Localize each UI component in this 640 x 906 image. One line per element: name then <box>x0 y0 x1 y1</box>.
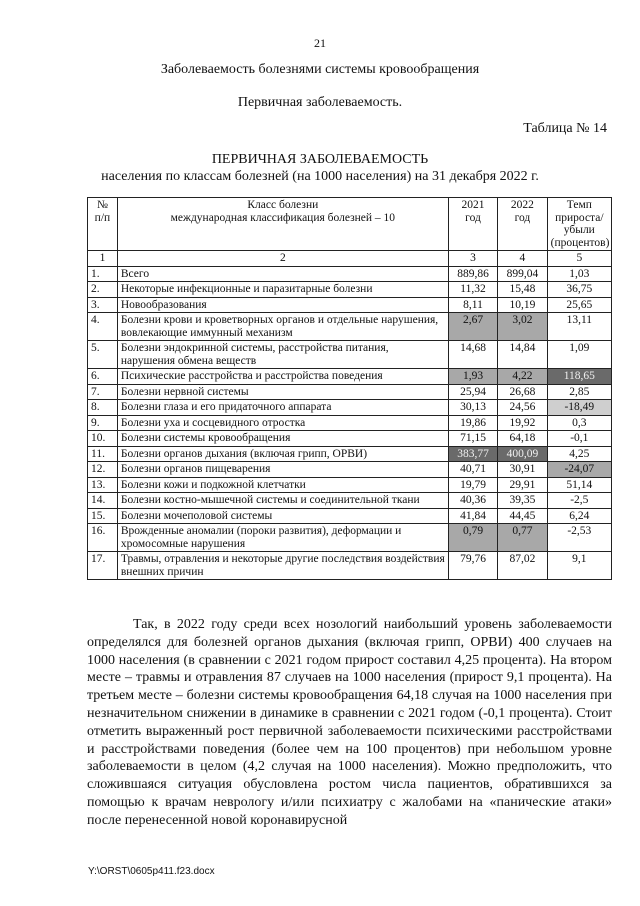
table-row: 9. Болезни уха и сосцевидного отростка 19,86 19,92 0,3 <box>88 415 612 431</box>
file-path-footer: Y:\ORST\0605p411.f23.docx <box>88 866 215 877</box>
table-row: 6. Психические расстройства и расстройства поведения 1,93 4,22 118,65 <box>88 369 612 385</box>
morbidity-table <box>87 197 612 580</box>
table-row: 8. Болезни глаза и его придаточного аппарата 30,13 24,56 -18,49 <box>88 400 612 416</box>
table-title: ПЕРВИЧНАЯ ЗАБОЛЕВАЕМОСТЬ <box>211 152 429 167</box>
header-2021: 2021 год <box>448 198 497 251</box>
table-row: 16. Врожденные аномалии (пороки развития), деформации и хромосомные нарушения 0,79 0,77 -2,53 <box>88 524 612 552</box>
header-number: № п/п <box>88 198 118 251</box>
table-row: 2. Некоторые инфекционные и паразитарные болезни 11,32 15,48 36,75 <box>88 282 612 298</box>
header-disease-class: Класс болезни международная классификация болезней – 10 <box>117 198 448 251</box>
table-row: 17. Травмы, отравления и некоторые другие последствия воздействия внешних причин 79,76 87,02 9,1 <box>88 552 612 580</box>
table-row: 1. Всего 889,86 899,04 1,03 <box>88 266 612 282</box>
table-row: 3. Новообразования 8,11 10,19 25,65 <box>88 297 612 313</box>
table-row: 14. Болезни костно-мышечной системы и соединительной ткани 40,36 39,35 -2,5 <box>88 493 612 509</box>
table-row: 12. Болезни органов пищеварения 40,71 30,91 -24,07 <box>88 462 612 478</box>
table-row: 7. Болезни нервной системы 25,94 26,68 2,85 <box>88 384 612 400</box>
table-label: Таблица № 14 <box>523 121 607 136</box>
table-row: 10. Болезни системы кровообращения 71,15 64,18 -0,1 <box>88 431 612 447</box>
table-row: 11. Болезни органов дыхания (включая грипп, ОРВИ) 383,77 400,09 4,25 <box>88 446 612 462</box>
header-growth-rate: Темп прироста/ убыли (процентов) <box>547 198 611 251</box>
section-heading: Заболеваемость болезнями системы кровообращения <box>160 62 480 77</box>
table-header-row <box>88 198 612 251</box>
table-row: 5. Болезни эндокринной системы, расстройства питания, нарушения обмена веществ 14,68 14,84 1,09 <box>88 341 612 369</box>
table-row: 4. Болезни крови и кроветворных органов и отдельные нарушения, вовлекающие иммунный механизм 2,67 3,02 13,11 <box>88 313 612 341</box>
page-number: 21 <box>314 36 326 50</box>
table-row: 15. Болезни мочеполовой системы 41,84 44,45 6,24 <box>88 508 612 524</box>
header-2022: 2022 год <box>498 198 547 251</box>
column-number-row: 1 2 3 4 5 <box>88 251 612 267</box>
table-row: 13. Болезни кожи и подкожной клетчатки 19,79 29,91 51,14 <box>88 477 612 493</box>
body-paragraph: Так, в 2022 году среди всех нозологий наибольший уровень заболеваемости определялся для болезней органов дыхания (включая грипп, ОРВИ) 400 случаев на 1000 населения (в сравнении с 2021 годом прирост составил 4,25 процента). На втором месте – травмы и отравления 87 случаев на 1000 населения (прирост 9,1 процента). На третьем месте – болезни системы кровообращения 64,18 случая на 1000 населения при незначительном снижении в динамике в сравнении с 2021 годом (-0,1 процента). Стоит отметить выраженный рост первичной заболеваемости психическими расстройствами и расстройствами поведения (более чем на 100 процентов) при небольшом уровне заболеваемости в целом (4,2 случая на 1000 населения). Можно предположить, что сложившаяся ситуация обусловлена ростом числа пациентов, обратившихся за помощью к врачам неврологу и/или психиатру с жалобами на «панические атаки» после перенесенной новой коронавирусной <box>87 617 612 828</box>
subsection-heading: Первичная заболеваемость. <box>237 95 403 110</box>
table-subtitle: населения по классам болезней (на 1000 населения) на 31 декабря 2022 г. <box>101 169 539 184</box>
